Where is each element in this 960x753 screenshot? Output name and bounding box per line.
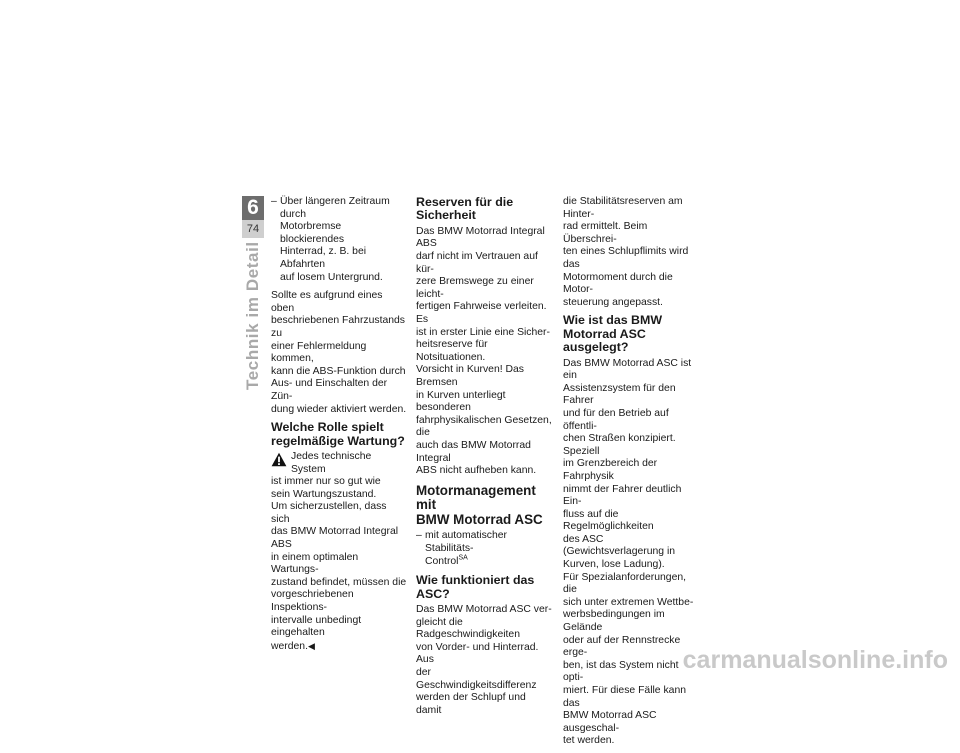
dash-bullet: – [271,196,277,207]
section-heading: Welche Rolle spielt regelmäßige Wartung? [271,420,405,448]
section-heading: Wie ist das BMW Motorrad ASC ausgelegt? [563,313,663,355]
paragraph: Das BMW Motorrad ASC ist ein Assistenzsystem für den Fahrer und für den Betrieb auf öffentli- chen Straßen konzipiert. Speziell im Grenzbereich der Fahrphysik nimmt der Fahrer deutlich Ein- fluss auf die Regelmöglichkeiten des ASC (Gewichtsverlagerung in Kurven, lose Ladung). Für Spezialanforderungen, die sich unter extremen Wettbe- werbsbedingungen im Gelände oder auf der Rennstrecke erge- ben, ist das System nicht opti- miert. Für diese Fälle kann das BMW Motorrad ASC ausgeschal- tet werden. [563,357,694,747]
paragraph: Sollte es aufgrund eines oben beschriebenen Fahrzustands zu einer Fehlermeldung kommen, kann die ABS-Funktion durch Aus- und Einschalten der Zün- dung wieder aktiviert werden. [271,290,407,415]
end-of-section-icon: ◀ [307,640,315,651]
paragraph-text: Um sicherzustellen, dass sich das BMW Motorrad Integral ABS in einem optimalen Wartungs- zustand befindet, müssen die vorgeschriebenen Inspektions- intervalle unbedingt eingehalten werden. [271,501,407,652]
paragraph [271,501,407,653]
chapter-title: Technik im Detail [243,241,262,390]
warning-note [271,451,407,501]
section-heading: Wie funktioniert das ASC? [416,573,535,601]
paragraph: Das BMW Motorrad Integral ABS darf nicht im Vertrauen auf kür- zere Bremswege zu einer leicht- fertigen Fahrweise verleiten. Es ist in erster Linie eine Sicher- heitsreserve für Notsituationen. Vorsicht in Kurven! Das Bremsen in Kurven unterliegt besonderen fahrphysikalischen Gesetzen, die auch das BMW Motorrad Integral ABS nicht aufheben kann. [416,225,552,477]
sa-superscript: SA [458,554,468,562]
list-item-text: mit automatischer Stabilitäts- Control$^{SA}$ [425,530,507,567]
warning-triangle-icon [271,452,287,467]
column-3 [563,196,701,753]
section-heading: Reserven für die Sicherheit [416,195,514,223]
watermark: carmanualsonline.info [682,646,948,674]
warning-text: Jedes technische System ist immer nur so gut wie sein Wartungszustand. [271,450,381,500]
dash-bullet: – [416,530,422,542]
list-item [416,530,554,568]
paragraph: Das BMW Motorrad ASC ver- gleicht die Radgeschwindigkeiten von Vorder- und Hinterrad. Aus der Geschwindigkeitsdifferenz werden der Schlupf und damit [416,604,552,716]
paragraph: die Stabilitätsreserven am Hinter- rad ermittelt. Beim Überschrei- ten eines Schlupflimits wird das Motormoment durch die Motor- steuerung angepasst. [563,196,689,308]
section-heading: Motormanagement mit BMW Motorrad ASC [416,482,543,527]
chapter-number: 6 [242,196,264,220]
page-number: 74 [242,220,264,238]
column-1 [271,196,407,658]
list-item-text: Über längeren Zeitraum durch Motorbremse blockierendes Hinterrad, z. B. bei Abfahrten auf losem Untergrund. [280,196,390,283]
list-item [271,196,407,284]
column-2 [416,196,554,722]
